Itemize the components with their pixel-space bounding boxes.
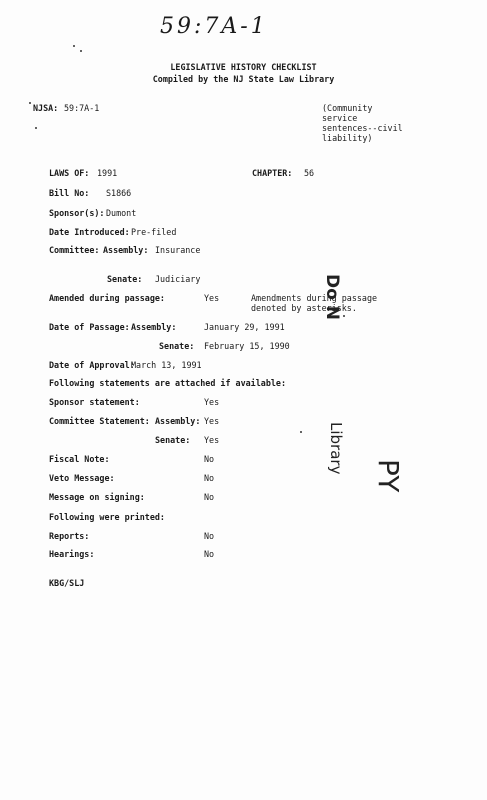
fiscal-note-label: Fiscal Note:: [49, 454, 110, 464]
description-line: service: [322, 113, 358, 123]
veto-message-value: No: [204, 473, 215, 483]
njsa-label: NJSA:: [33, 103, 59, 113]
sponsor-statement-value: Yes: [204, 397, 220, 407]
date-introduced-value: Pre-filed: [131, 227, 177, 237]
laws-of-label: LAWS OF:: [49, 168, 90, 178]
njsa-value: 59:7A-1: [64, 103, 100, 113]
description-line: sentences--civil: [322, 123, 403, 133]
reports-label: Reports:: [49, 531, 90, 541]
committee-statement-assembly-value: Yes: [204, 416, 220, 426]
speck: [35, 127, 37, 129]
committee-senate-value: Judiciary: [155, 274, 201, 284]
speck: [300, 431, 302, 433]
speck: [29, 102, 31, 104]
document-title: LEGISLATIVE HISTORY CHECKLIST: [170, 62, 317, 72]
fiscal-note-value: No: [204, 454, 215, 464]
amended-label: Amended during passage:: [49, 293, 165, 303]
description-line: liability): [322, 133, 373, 143]
message-on-signing-value: No: [204, 492, 215, 502]
bill-no-label: Bill No:: [49, 188, 90, 198]
passage-assembly-label: Assembly:: [131, 322, 177, 332]
sponsors-label: Sponsor(s):: [49, 208, 105, 218]
stamp-library-text: Library: [327, 422, 345, 475]
speck: [73, 45, 75, 47]
amended-value: Yes: [204, 293, 220, 303]
laws-of-value: 1991: [97, 168, 118, 178]
veto-message-label: Veto Message:: [49, 473, 115, 483]
committee-statement-senate-value: Yes: [204, 435, 220, 445]
printed-heading: Following were printed:: [49, 512, 165, 522]
committee-assembly-label: Assembly:: [103, 245, 149, 255]
passage-assembly-value: January 29, 1991: [204, 322, 285, 332]
committee-statement-assembly-label: Assembly:: [155, 416, 201, 426]
reports-value: No: [204, 531, 215, 541]
sponsor-statement-label: Sponsor statement:: [49, 397, 140, 407]
speck: [80, 50, 82, 52]
document-subtitle: Compiled by the NJ State Law Library: [152, 74, 335, 84]
stamp-do-not-text: Do N: [322, 274, 342, 320]
date-of-approval-label: Date of Approval:: [49, 360, 135, 370]
date-introduced-label: Date Introduced:: [49, 227, 130, 237]
passage-senate-value: February 15, 1990: [204, 341, 290, 351]
description-line: (Community: [322, 103, 373, 113]
date-of-passage-label: Date of Passage:: [49, 322, 130, 332]
sponsors-value: Dumont: [106, 208, 137, 218]
description-block: [322, 103, 403, 143]
hearings-value: No: [204, 549, 215, 559]
bill-no-value: S1866: [106, 188, 132, 198]
amended-note-line: Amendments during passage: [251, 293, 378, 303]
chapter-value: 56: [304, 168, 315, 178]
chapter-label: CHAPTER:: [252, 168, 293, 178]
date-of-approval-value: March 13, 1991: [131, 360, 202, 370]
initials: KBG/SLJ: [49, 578, 85, 588]
committee-statement-senate-label: Senate:: [155, 435, 191, 445]
amended-note: [251, 293, 377, 313]
speck: [343, 315, 345, 317]
committee-assembly-value: Insurance: [155, 245, 201, 255]
amended-note-line: denoted by asterisks.: [251, 303, 357, 313]
committee-label: Committee:: [49, 245, 100, 255]
committee-senate-label: Senate:: [107, 274, 143, 284]
message-on-signing-label: Message on signing:: [49, 492, 145, 502]
passage-senate-label: Senate:: [159, 341, 195, 351]
hearings-label: Hearings:: [49, 549, 95, 559]
stamp-copy-text: PY: [372, 459, 405, 493]
committee-statement-label: Committee Statement:: [49, 416, 150, 426]
handwritten-statute-number: 59:7A-1: [160, 14, 268, 39]
attached-statements-heading: Following statements are attached if available:: [49, 378, 286, 388]
